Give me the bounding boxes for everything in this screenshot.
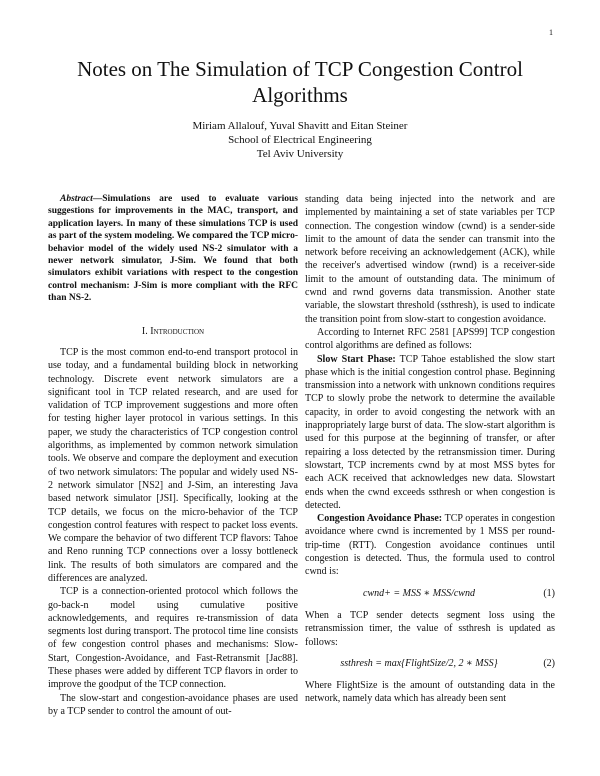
- page-number: 1: [549, 28, 553, 37]
- section-title: Introduction: [150, 325, 205, 337]
- rfc-paragraph: According to Internet RFC 2581 [APS99] TCP congestion control algorithms are defined as follows:: [305, 326, 555, 352]
- author-block: [40, 119, 560, 161]
- equation-1: [305, 587, 555, 600]
- intro-paragraph-3: The slow-start and congestion-avoidance phases are used by a TCP sender to control the amount of out-: [48, 692, 298, 717]
- right-column: [305, 193, 555, 706]
- intro-paragraph-1: TCP is the most common end-to-end transport protocol in use today, and a fundamental building block in networking technology. Discrete event network simulators are a significant tool in TCP related research, and are used for validation of TCP improvement suggestions and more often for testing higher layer protocol in various settings. In this paper, we study the characteristics of TCP congestion control algorithms, as implemented by common network simulation tools. We observe and compare the deployment and execution of two network simulators: The popular and widely used NS-2 network simulator [NS2] and J-Sim, an interesting Java based network simulator [JSI]. Specifically, looking at the TCP details, we focus on the micro-behavior of the TCP congestion control features with respect to packet loss events. We compare the behavior of two different TCP flavors: Tahoe and Reno running TCP connections over a lossy bottleneck link. The results of both simulators are compared and the differences are analyzed.: [48, 346, 298, 584]
- section-heading: [48, 325, 298, 338]
- left-column: [48, 193, 298, 718]
- abstract: [48, 193, 298, 305]
- congestion-avoidance-text: TCP operates in congestion avoidance where cwnd is incremented by 1 MSS per round-trip-time (RTT). Congestion avoidance continues until congestion is detected. Thus, the formula used to control cwnd is:: [305, 513, 555, 578]
- equation-1-number: (1): [543, 587, 555, 599]
- slow-start-text: TCP Tahoe established the slow start phase which is the initial congestion control phase. Beginning transmission into a network with unknown conditions requires TCP to slowly probe the network to determine the available capacity, in order to avoid congesting the network with an inappropriately large burst of data. The slow-start algorithm is used for this purpose at the beginning of transfer, or after repairing a loss detected by the retransmission timer. During slowstart, TCP increments cwnd by at most MSS bytes for each ACK received that acknowledges new data. Slowstart ends when the cwnd exceeds ssthresh or when congestion is detected.: [305, 353, 555, 511]
- after-eq1-paragraph: When a TCP sender detects segment loss using the retransmission timer, the value of ssthresh is updated as follows:: [305, 609, 555, 648]
- slow-start-heading: Slow Start Phase:: [317, 353, 396, 365]
- section-number: I.: [141, 325, 148, 337]
- equation-1-body: cwnd+ = MSS ∗ MSS/cwnd: [363, 587, 475, 599]
- slow-start-paragraph: [305, 353, 555, 513]
- university: Tel Aviv University: [256, 148, 344, 160]
- intro-paragraph-2: TCP is a connection-oriented protocol which follows the go-back-n model using cumulative positive acknowledgements, and requires re-transmission of data segments lost during transport. The protocol time line consists of few congestion control phases and mechanisms: Slow-Start, Congestion-Avoidance, and Fast-Retransmit [Jac88]. These phases were added by different TCP flavors in order to improve the goodput of the TCP connection.: [48, 586, 298, 691]
- equation-2: [305, 657, 555, 670]
- abstract-lead: Abstract—: [60, 194, 103, 204]
- after-eq2-paragraph: Where FlightSize is the amount of outstanding data in the network, namely data which has already been sent: [305, 680, 555, 705]
- abstract-text: Simulations are used to evaluate various suggestions for improvements in the MAC, transport, and application layers. In many of these simulations TCP is used as part of the system modeling. We compared the TCP micro-behavior model of the widely used NS-2 simulator with a newer network simulator, J-Sim. We found that both simulators exhibit variations with respect to the congestion control mechanism: J-Sim is more compliant with the RFC than NS-2.: [48, 194, 298, 304]
- authors: Miriam Allalouf, Yuval Shavitt and Eitan Steiner: [192, 120, 408, 132]
- congestion-avoidance-heading: Congestion Avoidance Phase:: [317, 513, 443, 525]
- paper-title: Notes on The Simulation of TCP Congestion Control Algorithms: [77, 57, 523, 107]
- congestion-avoidance-paragraph: [305, 512, 555, 578]
- continuation-paragraph: standing data being injected into the network and are implemented by maintaining a set of state variables per TCP connection. The congestion window (cwnd) is a sender-side limit to the amount of data the sender can transmit into the network before receiving an acknowledgement (ACK), while the receiver's advertised window (rwnd) is a receiver-side limit to the amount of outstanding data. The minimum of cwnd and rwnd governs data transmission. Another state variable, the slowstart threshold (ssthresh), is used to indicate the transition point from slow-start to congestion avoidance.: [305, 194, 555, 325]
- affiliation: School of Electrical Engineering: [228, 134, 372, 146]
- equation-2-number: (2): [543, 657, 555, 669]
- equation-2-body: ssthresh = max{FlightSize/2, 2 ∗ MSS}: [340, 657, 498, 669]
